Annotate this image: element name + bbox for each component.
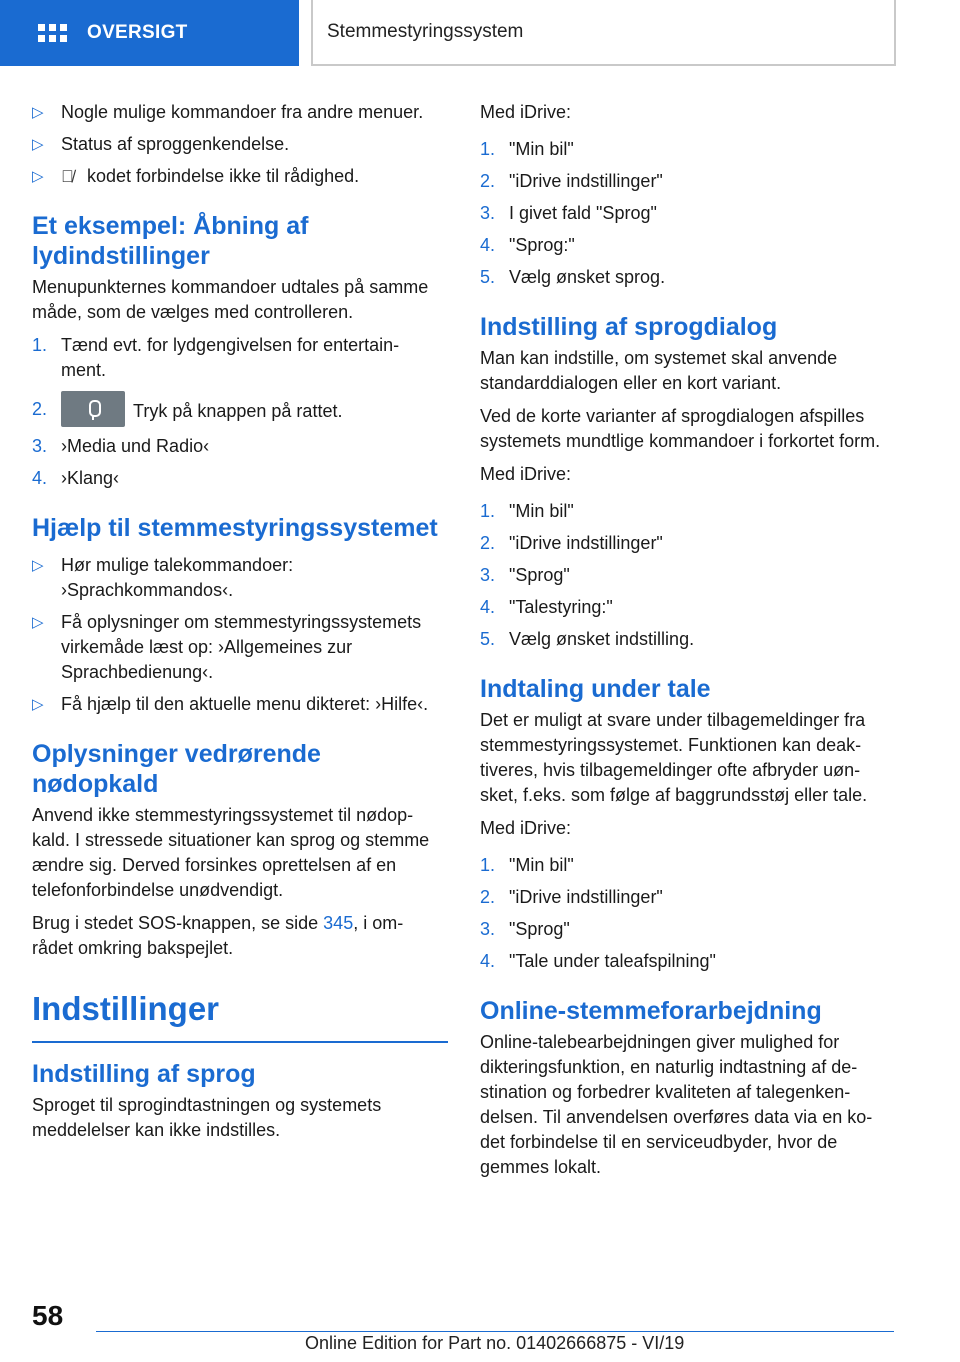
idrive-steps <box>480 137 900 290</box>
help-heading: Hjælp til stemmestyringssystemet <box>32 514 438 542</box>
list-item: 4. "Sprog:" <box>480 235 575 255</box>
overview-nav-button[interactable] <box>0 0 299 66</box>
list-item: 2. "iDrive indstillinger" <box>480 533 663 553</box>
list-item: ▷ Hør mulige talekommandoer: ›Sprachkommandos‹. <box>32 555 294 600</box>
page-number: 58 <box>32 1300 64 1331</box>
list-item: 4. "Tale under taleafspilning" <box>480 951 716 971</box>
online-paragraph: Online-talebearbejdningen giver mulighed for dikteringsfunktion, en naturlig indtastning af de‐ stination og forbedrer kvaliteten af talegenken‐ delsen. Til anvendelsen overføres data via en ko‐ det forbindelse til en serviceudbyder, hvor de gemmes lokalt. <box>480 1032 873 1177</box>
list-item: 2. "iDrive indstillinger" <box>480 887 663 907</box>
top-bullet-list <box>32 100 448 189</box>
triangle-bullet-icon: ▷ <box>32 614 44 631</box>
dialog-paragraph-2: Ved de korte varianter af sprogdialogen afspilles systemets mundtlige kommandoer i forkortet form. <box>480 406 881 451</box>
list-item: 2. Tryk på knappen på rattet. <box>32 397 448 427</box>
right-column <box>480 100 900 1188</box>
dialog-steps <box>480 499 900 652</box>
emergency-paragraph: Anvend ikke stemmestyringssystemet til nødop‐ kald. I stressede situationer kan sprog og stemme ændre sig. Derved forsinkes oprettelsen af en telefonforbindelse unødvendigt. <box>32 805 430 900</box>
list-item: 5. Vælg ønsket sprog. <box>480 267 666 287</box>
settings-heading: Indstillinger <box>32 989 448 1043</box>
list-item: 3. I givet fald "Sprog" <box>480 203 657 223</box>
overview-label: OVERSIGT <box>87 22 188 43</box>
barge-in-heading: Indtaling under tale <box>480 675 711 703</box>
list-item: 5. Vælg ønsket indstilling. <box>480 629 695 649</box>
page-link[interactable]: 345 <box>323 913 354 933</box>
left-column <box>32 100 448 1151</box>
list-item: 4. ›Klang‹ <box>32 468 120 488</box>
footer-divider <box>96 1331 894 1332</box>
emergency-heading: Oplysninger vedrørende nødopkald <box>32 740 321 798</box>
list-item: 1. "Min bil" <box>480 139 574 159</box>
triangle-bullet-icon: ▷ <box>32 168 44 185</box>
microphone-icon <box>61 391 125 427</box>
list-item: 4. "Talestyring:" <box>480 597 613 617</box>
sos-paragraph: Brug i stedet SOS-knappen, se side 345, i om‐ rådet omkring bakspejlet. <box>32 913 404 958</box>
dialog-heading: Indstilling af sprogdialog <box>480 313 778 341</box>
language-heading: Indstilling af sprog <box>32 1060 256 1088</box>
list-item: 3. "Sprog" <box>480 919 570 939</box>
list-item: 1. Tænd evt. for lydgengivelsen for entertain‐ ment. <box>32 335 400 380</box>
list-item: ▷ Status af sproggenkendelse. <box>32 132 448 157</box>
section-title <box>311 0 896 66</box>
list-item: ▷ Nogle mulige kommandoer fra andre menuer. <box>32 100 448 125</box>
list-item: ▷ 🗣̸ kodet forbindelse ikke til rådighed. <box>32 164 448 189</box>
barge-in-steps <box>480 853 900 974</box>
help-bullet-list <box>32 553 448 717</box>
list-item: 3. "Sprog" <box>480 565 570 585</box>
example-intro: Menupunkternes kommandoer udtales på samme måde, som de vælges med controlleren. <box>32 277 429 322</box>
list-item: 2. "iDrive indstillinger" <box>480 171 663 191</box>
idrive-label: Med iDrive: <box>480 818 572 838</box>
list-item: 1. "Min bil" <box>480 501 574 521</box>
speech-crossed-icon: 🗣̸ <box>61 167 74 186</box>
language-paragraph: Sproget til sprogindtastningen og systemets meddelelser kan ikke indstilles. <box>32 1095 382 1140</box>
idrive-label: Med iDrive: <box>480 464 572 484</box>
example-heading: Et eksempel: Åbning af lydindstillinger <box>32 212 309 270</box>
triangle-bullet-icon: ▷ <box>32 557 44 574</box>
list-item: 1. "Min bil" <box>480 855 574 875</box>
footer-edition: Online Edition for Part no. 01402666875 - VI/19 <box>305 1333 685 1353</box>
idrive-label: Med iDrive: <box>480 102 572 122</box>
section-title-text: Stemmestyringssystem <box>327 21 524 42</box>
list-item: ▷ Få oplysninger om stemmestyringssystemets virkemåde læst op: ›Allgemeines zur Sprachbedienung‹. <box>32 612 422 682</box>
list-item: ▷ Få hjælp til den aktuelle menu dikteret: ›Hilfe‹. <box>32 692 448 717</box>
grid-icon <box>38 24 67 42</box>
triangle-bullet-icon: ▷ <box>32 104 44 121</box>
dialog-paragraph-1: Man kan indstille, om systemet skal anvende standarddialogen eller en kort variant. <box>480 348 838 393</box>
example-steps <box>32 333 448 491</box>
page-header <box>0 0 960 66</box>
barge-in-paragraph: Det er muligt at svare under tilbagemeldinger fra stemmestyringssystemet. Funktionen kan deak‐ tiveres, hvis tilbagemeldinger ofte afbryder uøn‐ sket, f.eks. som følge af baggrundsstøj eller tale. <box>480 710 868 805</box>
online-heading: Online-stemmeforarbejdning <box>480 997 822 1025</box>
triangle-bullet-icon: ▷ <box>32 696 44 713</box>
triangle-bullet-icon: ▷ <box>32 136 44 153</box>
list-item: 3. ›Media und Radio‹ <box>32 436 210 456</box>
